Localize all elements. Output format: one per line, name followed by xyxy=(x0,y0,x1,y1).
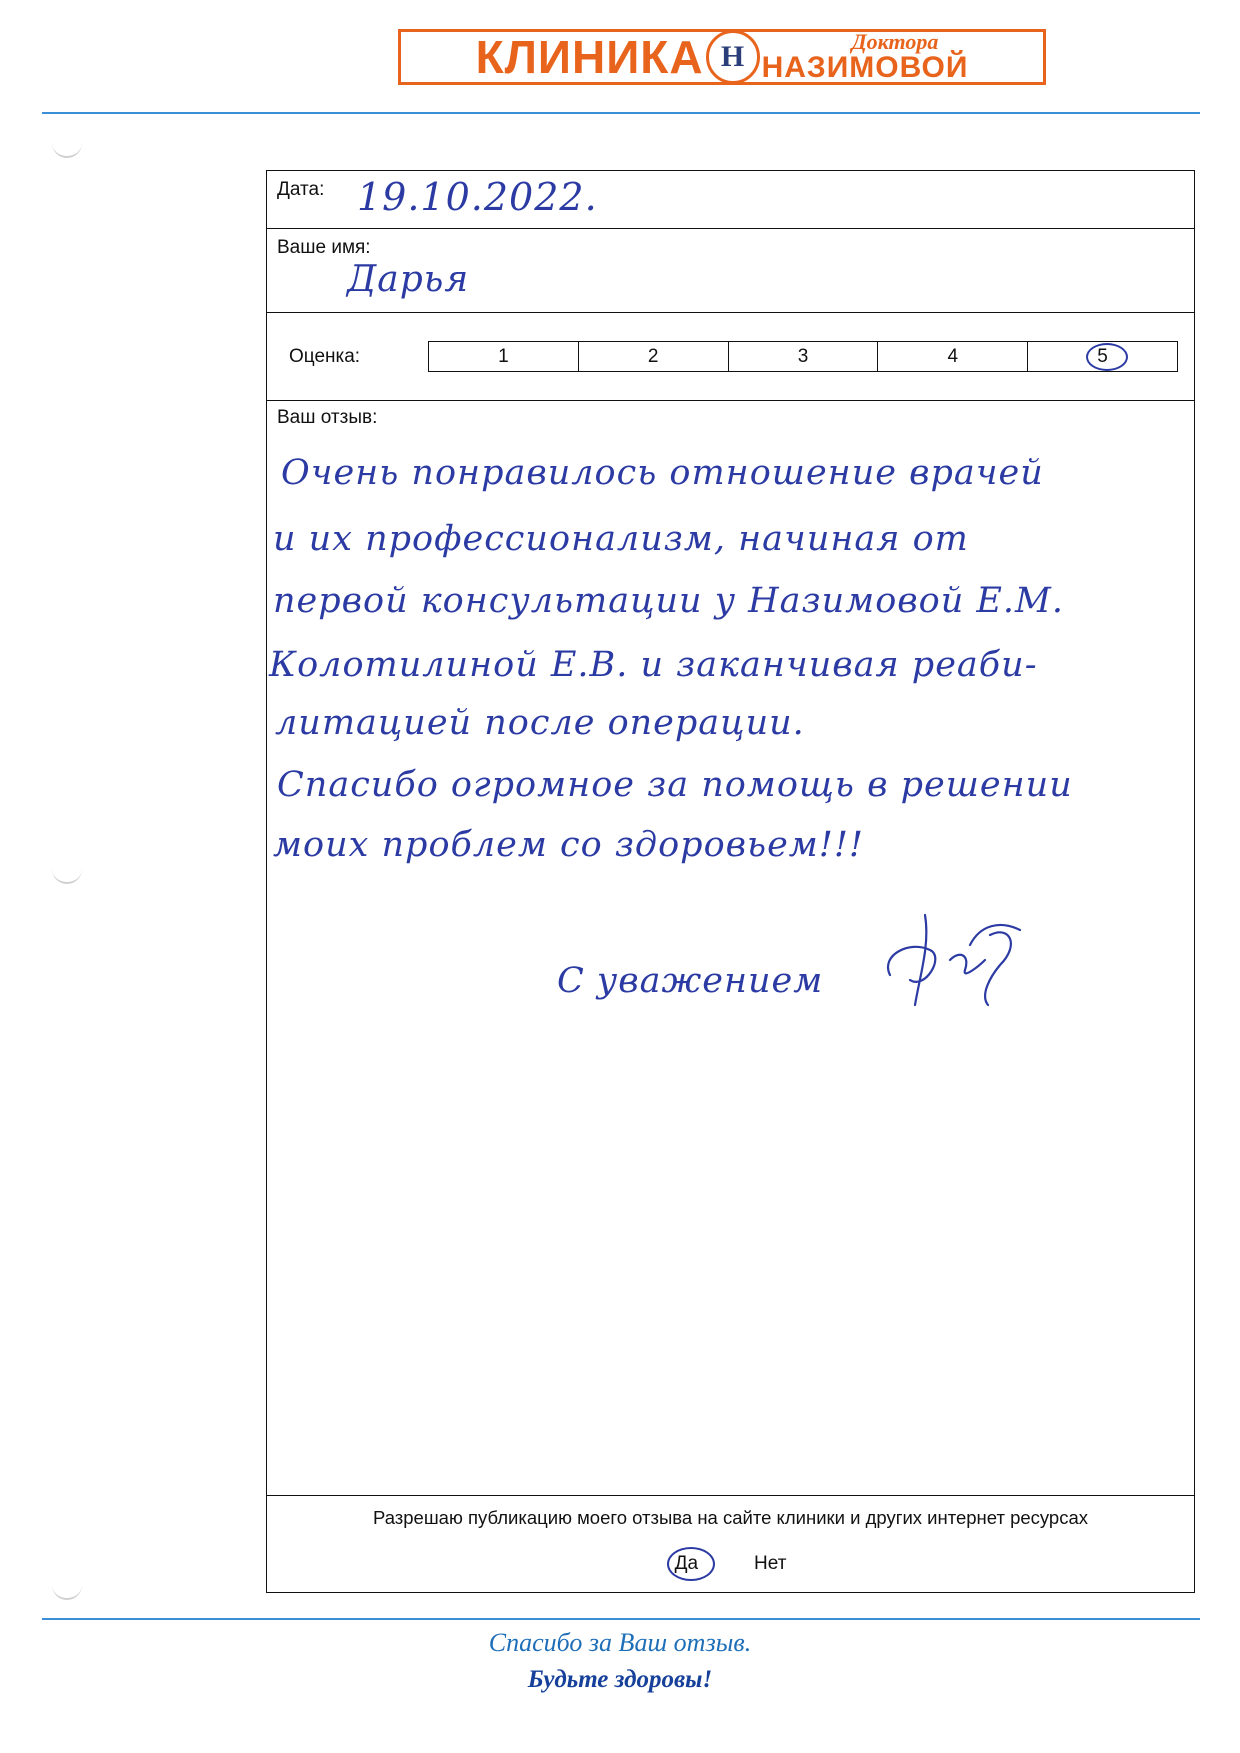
selected-circle-mark xyxy=(667,1547,715,1581)
rating-option-1[interactable]: 1 xyxy=(429,342,579,371)
name-row xyxy=(267,229,1194,313)
review-label: Ваш отзыв: xyxy=(277,407,378,428)
name-label: Ваше имя: xyxy=(277,237,371,258)
date-row xyxy=(267,171,1194,229)
rating-option-5[interactable]: 5 xyxy=(1028,342,1177,371)
rating-scale xyxy=(428,341,1178,372)
date-value[interactable]: 19.10.2022. xyxy=(357,175,598,219)
clinic-logo xyxy=(398,29,1046,85)
consent-options xyxy=(267,1551,1194,1577)
logo-text-doctor: Доктора xyxy=(851,29,939,54)
review-line: и их профессионализм, начиная от xyxy=(273,519,969,559)
signature-mark xyxy=(870,905,1040,1015)
consent-yes-option[interactable]: Да xyxy=(669,1551,704,1577)
review-line: Спасибо огромное за помощь в решении xyxy=(277,765,1073,805)
selected-circle-mark xyxy=(1086,343,1128,371)
feedback-form xyxy=(266,170,1195,1593)
rating-option-2[interactable]: 2 xyxy=(579,342,729,371)
closing-text: С уважением xyxy=(557,961,824,1001)
logo-text-surname: НАЗИМОВОЙ xyxy=(761,51,969,84)
review-section xyxy=(267,401,1194,1496)
rating-row xyxy=(267,313,1194,401)
review-line: первой консультации у Назимовой Е.М. xyxy=(273,581,1065,621)
rating-option-3[interactable]: 3 xyxy=(729,342,879,371)
footer-thanks: Спасибо за Ваш отзыв. xyxy=(488,1628,752,1657)
footer-health: Будьте здоровы! xyxy=(527,1666,713,1693)
header-divider xyxy=(42,112,1200,114)
punch-hole-mark xyxy=(52,866,82,884)
rating-label: Оценка: xyxy=(289,346,361,367)
footer-divider xyxy=(42,1618,1200,1620)
logo-emblem-icon: Н xyxy=(706,30,760,84)
consent-text: Разрешаю публикацию моего отзыва на сайте клиники и других интернет ресурсах xyxy=(372,1507,1089,1528)
review-line: моих проблем со здоровьем!!! xyxy=(273,825,864,865)
rating-option-4[interactable]: 4 xyxy=(878,342,1028,371)
consent-no-option[interactable]: Нет xyxy=(754,1553,787,1574)
review-line: литацией после операции. xyxy=(275,703,805,743)
logo-doctor-name xyxy=(762,31,969,83)
name-value[interactable]: Дарья xyxy=(347,259,470,300)
punch-hole-mark xyxy=(52,140,82,158)
punch-hole-mark xyxy=(52,1582,82,1600)
review-line: Очень понравилось отношение врачей xyxy=(281,453,1044,493)
date-label: Дата: xyxy=(277,179,325,200)
logo-text-clinic: КЛИНИКА xyxy=(475,31,704,83)
review-line: Колотилиной Е.В. и заканчивая реаби- xyxy=(269,645,1038,685)
